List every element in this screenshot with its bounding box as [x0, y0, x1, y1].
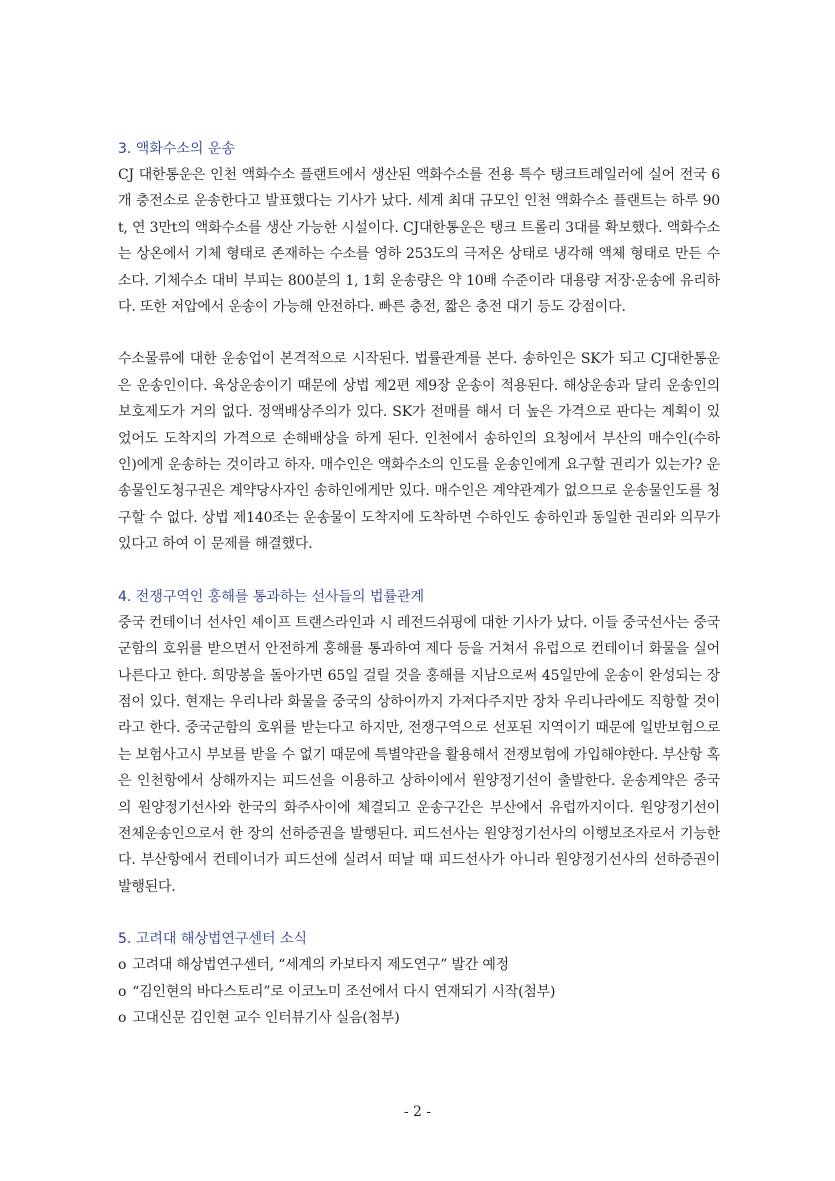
- section-3-heading: 3. 액화수소의 운송: [118, 141, 235, 157]
- page-number: - 2 -: [403, 1104, 432, 1120]
- section-3-paragraph-1: CJ 대한통운은 인천 액화수소 플랜트에서 생산된 액화수소를 전용 특수 탱크트레일러에 실어 전국 6개 충전소로 운송한다고 발표했다는 기사가 났다. 세계 최대 규모인 인천 액화수소 플랜트는 하루 90t, 연 3만t의 액화수소를 생산 가능한 시설이다. CJ대한통운은 탱크 트롤리 3대를 확보했다. 액화수소는 상온에서 기체 형태로 존재하는 수소를 영하 253도의 극저온 상태로 냉각해 액체 형태로 만든 수소다. 기체수소 대비 부피는 800분의 1, 1회 운송량은 약 10배 수준이라 대용량 저장·운송에 유리하다. 또한 저압에서 운송이 가능해 안전하다. 빠른 충전, 짧은 충전 대기 등도 강점이다.: [118, 167, 720, 316]
- document-page: [118, 136, 720, 1031]
- section-4-heading: 4. 전쟁구역인 홍해를 통과하는 선사들의 법률관계: [118, 588, 425, 605]
- section-gap: [118, 558, 720, 584]
- section-gap: [118, 900, 720, 926]
- bullet-marker: o: [118, 957, 127, 974]
- list-item-text: “김인현의 바다스토리”로 이코노미 조선에서 다시 연재되기 시작(첨부): [132, 983, 556, 1000]
- list-item: [118, 1005, 720, 1031]
- section-3-paragraph-2: 수소물류에 대한 운송업이 본격적으로 시작된다. 법률관계를 본다. 송하인은 SK가 되고 CJ대한통운은 운송인이다. 육상운송이기 때문에 상법 제2편 제9장 운송이 적용된다. 해상운송과 달리 운송인의 보호제도가 거의 없다. 정액배상주의가 있다. SK가 전매를 해서 더 높은 가격으로 판다는 계획이 있었어도 도착지의 가격으로 손해배상을 하게 된다. 인천에서 송하인의 요청에서 부산의 매수인(수하인)에게 운송하는 것이라고 하자. 매수인은 액화수소의 인도를 운송인에게 요구할 권리가 있는가? 운송물인도청구권은 계약당사자인 송하인에게만 있다. 매수인은 계약관계가 없으므로 운송물인도를 청구할 수 없다. 상법 제140조는 운송물이 도착지에 도착하면 수하인도 송하인과 동일한 권리와 의무가 있다고 하여 이 문제를 해결했다.: [118, 351, 720, 553]
- bullet-marker: o: [118, 1009, 127, 1026]
- news-list: [118, 952, 720, 1031]
- section-5-heading: 5. 고려대 해상법연구센터 소식: [118, 931, 307, 948]
- section-4-paragraph-1: 중국 컨테이너 선사인 셰이프 트랜스라인과 시 레전드쉬핑에 대한 기사가 났다. 이들 중국선사는 중국군함의 호위를 받으면서 안전하게 홍해를 통과하여 제다 등을 거쳐서 유럽으로 컨테이너 화물을 실어나른다고 한다. 희망봉을 돌아가면 65일 걸릴 것을 홍해를 지남으로써 45일만에 운송이 완성되는 장점이 있다. 현재는 우리나라 화물을 중국의 상하이까지 가져다주지만 장차 우리나라에도 직항할 것이라고 한다. 중국군함의 호위를 받는다고 하지만, 전쟁구역으로 선포된 지역이기 때문에 일반보험으로는 보험사고시 부보를 받을 수 없기 때문에 특별약관을 활용해서 전쟁보험에 가입해야한다. 부산항 혹은 인천항에서 상해까지는 피드선을 이용하고 상하이에서 원양정기선이 출발한다. 운송계약은 중국의 원양정기선사와 한국의 화주사이에 체결되고 운송구간은 부산에서 유럽까지이다. 원양정기선이 전체운송인으로서 한 장의 선하증권을 발행된다. 피드선사는 원양정기선사의 이행보조자로서 기능한다. 부산항에서 컨테이너가 피드선에 실려서 떠날 때 피드선사가 아니라 원양정기선사의 선하증권이 발행된다.: [118, 614, 720, 895]
- list-item: [118, 952, 720, 978]
- list-item: [118, 979, 720, 1005]
- paragraph-gap: [118, 320, 720, 346]
- list-item-text: 고대신문 김인현 교수 인터뷰기사 실음(첨부): [132, 1009, 400, 1026]
- bullet-marker: o: [118, 983, 127, 1000]
- list-item-text: 고려대 해상법연구센터, “세계의 카보타지 제도연구” 발간 예정: [132, 957, 509, 974]
